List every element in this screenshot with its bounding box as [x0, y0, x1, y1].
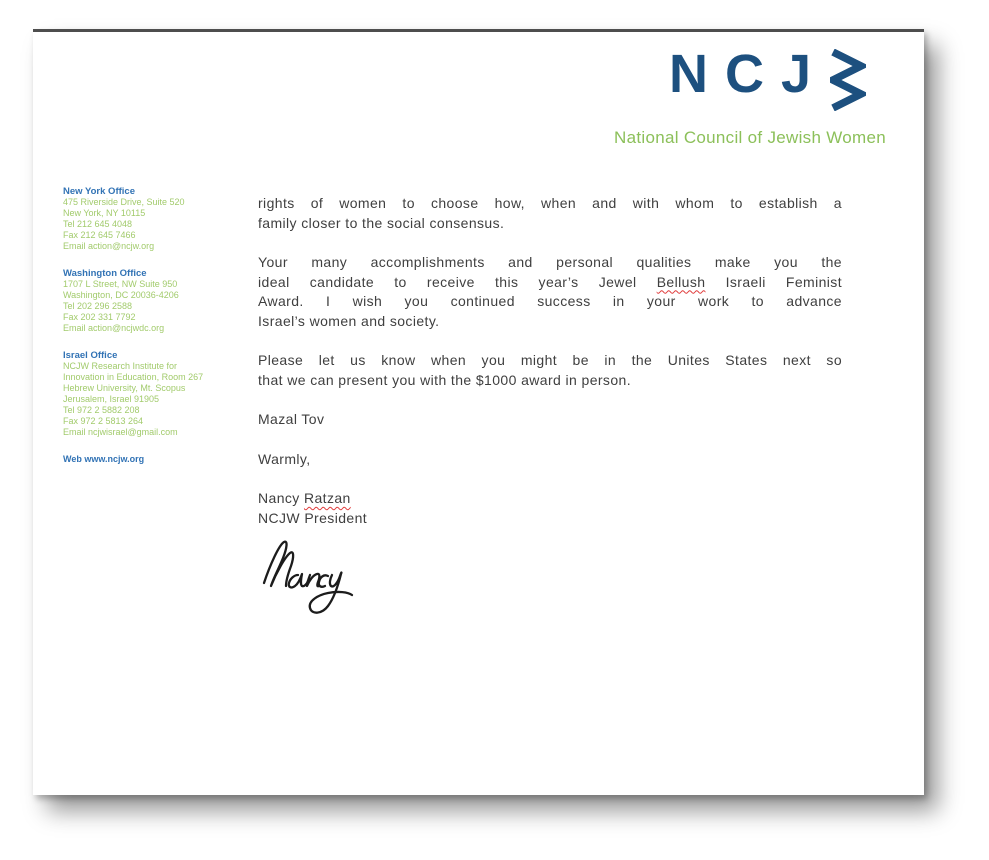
office-title: Israel Office	[63, 350, 118, 361]
address-line: Fax 212 645 7466	[63, 230, 136, 240]
rotated-w-icon	[830, 49, 866, 111]
address-line: 475 Riverside Drive, Suite 520	[63, 197, 185, 207]
mazal-tov-line: Mazal Tov	[258, 411, 325, 427]
closing-line: Warmly,	[258, 450, 311, 467]
address-line: Email ncjwisrael@gmail.com	[63, 427, 178, 437]
address-line: Tel 972 2 5882 208	[63, 405, 140, 415]
paragraph-1	[258, 194, 842, 233]
address-sidebar	[63, 186, 243, 465]
handwritten-signature	[260, 535, 364, 615]
address-line: Fax 202 331 7792	[63, 312, 136, 322]
letter-line: rights of women to choose how, when and with whom to establish a	[258, 195, 842, 211]
letter-line	[258, 273, 842, 293]
address-line: New York, NY 10115	[63, 208, 146, 218]
letter-line: Your many accomplishments and personal qualities make you the	[258, 254, 842, 270]
address-line: Tel 212 645 4048	[63, 219, 133, 229]
letter-line-segment: Israeli Feminist	[705, 273, 842, 290]
address-line: Jerusalem, Israel 91905	[63, 394, 160, 404]
address-line: Hebrew University, Mt. Scopus	[63, 383, 186, 393]
office-title: Washington Office	[63, 268, 147, 279]
letter-line: Israel’s women and society.	[258, 312, 440, 329]
address-line: Tel 202 296 2588	[63, 301, 133, 311]
logo-letters: NCJ	[668, 44, 828, 104]
signer-first-name: Nancy	[258, 490, 304, 506]
address-line: Washington, DC 20036-4206	[63, 290, 179, 300]
letter-page	[33, 29, 924, 795]
washington-office-block	[63, 268, 243, 334]
address-line: NCJW Research Institute for	[63, 361, 178, 371]
letter-line-segment: ideal candidate to receive this year’s Jewel	[258, 273, 657, 290]
new-york-office-block	[63, 186, 243, 252]
signer-title-line: NCJW President	[258, 509, 368, 526]
address-line: Email action@ncjw.org	[63, 241, 155, 251]
israel-office-block	[63, 350, 243, 438]
website-line: Web www.ncjw.org	[63, 454, 145, 464]
address-line: Email action@ncjwdc.org	[63, 323, 165, 333]
signer-last-name: Ratzan	[303, 490, 351, 506]
paragraph-2	[258, 253, 842, 331]
ncjw-logo	[614, 46, 886, 148]
office-title: New York Office	[63, 186, 135, 197]
logo-tagline: National Council of Jewish Women	[614, 128, 886, 147]
letter-line: Award. I wish you continued success in your work to advance	[258, 293, 842, 309]
letter-body	[258, 194, 842, 615]
address-line: 1707 L Street, NW Suite 950	[63, 279, 178, 289]
letter-line: family closer to the social consensus.	[258, 214, 505, 231]
address-line: Innovation in Education, Room 267	[63, 372, 204, 382]
address-line: Fax 972 2 5813 264	[63, 416, 144, 426]
letter-line: that we can present you with the $1000 award in person.	[258, 371, 631, 388]
signature-block	[258, 489, 842, 615]
letter-line: Please let us know when you might be in the Unites States next so	[258, 352, 842, 368]
misspelled-word: Bellush	[656, 273, 706, 290]
paragraph-3	[258, 351, 842, 390]
signer-name-line	[258, 489, 842, 509]
